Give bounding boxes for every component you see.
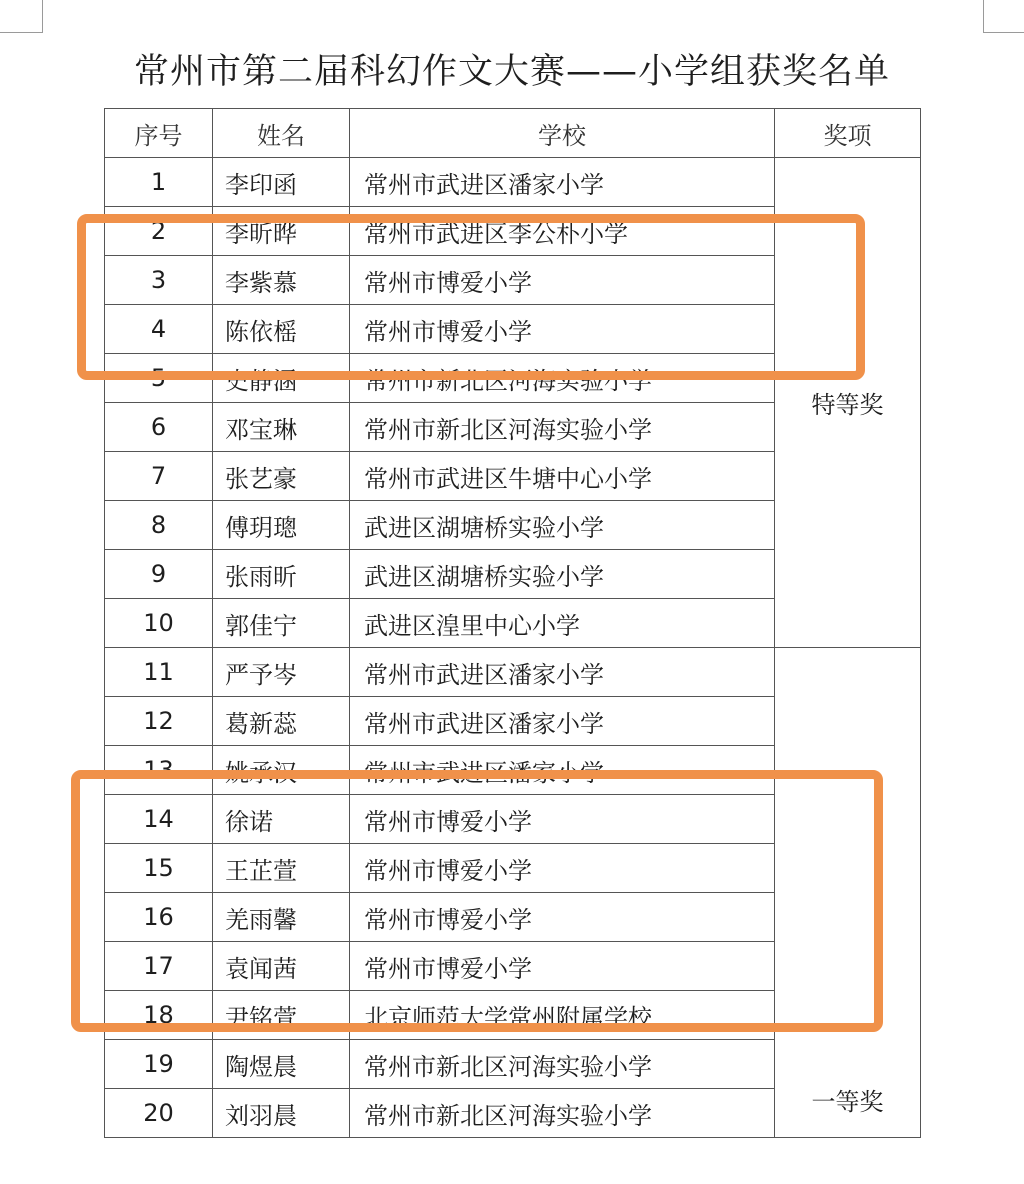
row-number: 10 <box>105 599 213 648</box>
row-number: 1 <box>105 158 213 207</box>
school-name: 常州市博爱小学 <box>350 305 775 354</box>
student-name: 袁闻茜 <box>213 942 350 991</box>
student-name: 傅玥璁 <box>213 501 350 550</box>
school-name: 常州市新北区河海实验小学 <box>350 354 775 403</box>
school-name: 常州市武进区潘家小学 <box>350 697 775 746</box>
student-name: 羌雨馨 <box>213 893 350 942</box>
header-school: 学校 <box>350 109 775 158</box>
highlight-box <box>71 770 883 1032</box>
student-name: 李印函 <box>213 158 350 207</box>
row-number: 15 <box>105 844 213 893</box>
student-name: 严予岑 <box>213 648 350 697</box>
row-number: 8 <box>105 501 213 550</box>
row-number: 19 <box>105 1040 213 1089</box>
student-name: 李紫慕 <box>213 256 350 305</box>
student-name: 葛新蕊 <box>213 697 350 746</box>
document-title: 常州市第二届科幻作文大赛——小学组获奖名单 <box>133 52 890 92</box>
school-name: 北京师范大学常州附属学校 <box>350 991 775 1040</box>
table-row <box>105 158 921 207</box>
student-name: 史静涵 <box>213 354 350 403</box>
highlight-box <box>77 214 865 380</box>
student-name: 尹铭萱 <box>213 991 350 1040</box>
row-number: 17 <box>105 942 213 991</box>
school-name: 常州市新北区河海实验小学 <box>350 1089 775 1138</box>
student-name: 陶煜晨 <box>213 1040 350 1089</box>
school-name: 常州市博爱小学 <box>350 256 775 305</box>
row-number: 2 <box>105 207 213 256</box>
school-name: 武进区湖塘桥实验小学 <box>350 501 775 550</box>
row-number: 20 <box>105 1089 213 1138</box>
school-name: 常州市武进区牛塘中心小学 <box>350 452 775 501</box>
row-number: 12 <box>105 697 213 746</box>
student-name: 王芷萱 <box>213 844 350 893</box>
header-name: 姓名 <box>213 109 350 158</box>
student-name: 陈依榣 <box>213 305 350 354</box>
school-name: 常州市新北区河海实验小学 <box>350 1040 775 1089</box>
student-name: 姚承汉 <box>213 746 350 795</box>
row-number: 4 <box>105 305 213 354</box>
table-row <box>105 648 921 697</box>
student-name: 张雨昕 <box>213 550 350 599</box>
school-name: 常州市新北区河海实验小学 <box>350 403 775 452</box>
row-number: 14 <box>105 795 213 844</box>
student-name: 李昕晔 <box>213 207 350 256</box>
row-number: 5 <box>105 354 213 403</box>
school-name: 常州市武进区李公朴小学 <box>350 207 775 256</box>
row-number: 13 <box>105 746 213 795</box>
row-number: 9 <box>105 550 213 599</box>
row-number: 7 <box>105 452 213 501</box>
header-no: 序号 <box>105 109 213 158</box>
row-number: 6 <box>105 403 213 452</box>
row-number: 11 <box>105 648 213 697</box>
row-number: 3 <box>105 256 213 305</box>
school-name: 常州市武进区潘家小学 <box>350 158 775 207</box>
student-name: 刘羽晨 <box>213 1089 350 1138</box>
student-name: 张艺豪 <box>213 452 350 501</box>
school-name: 常州市武进区潘家小学 <box>350 746 775 795</box>
school-name: 常州市博爱小学 <box>350 893 775 942</box>
school-name: 常州市博爱小学 <box>350 942 775 991</box>
school-name: 武进区湟里中心小学 <box>350 599 775 648</box>
student-name: 郭佳宁 <box>213 599 350 648</box>
row-number: 18 <box>105 991 213 1040</box>
student-name: 邓宝琳 <box>213 403 350 452</box>
student-name: 徐诺 <box>213 795 350 844</box>
header-award: 奖项 <box>775 109 921 158</box>
award-level: 一等奖 <box>775 648 921 1138</box>
school-name: 武进区湖塘桥实验小学 <box>350 550 775 599</box>
award-level: 特等奖 <box>775 158 921 648</box>
page-corner-mark <box>0 0 43 33</box>
school-name: 常州市博爱小学 <box>350 844 775 893</box>
page-corner-mark <box>983 0 1024 33</box>
school-name: 常州市博爱小学 <box>350 795 775 844</box>
table-header-row <box>105 109 921 158</box>
school-name: 常州市武进区潘家小学 <box>350 648 775 697</box>
row-number: 16 <box>105 893 213 942</box>
